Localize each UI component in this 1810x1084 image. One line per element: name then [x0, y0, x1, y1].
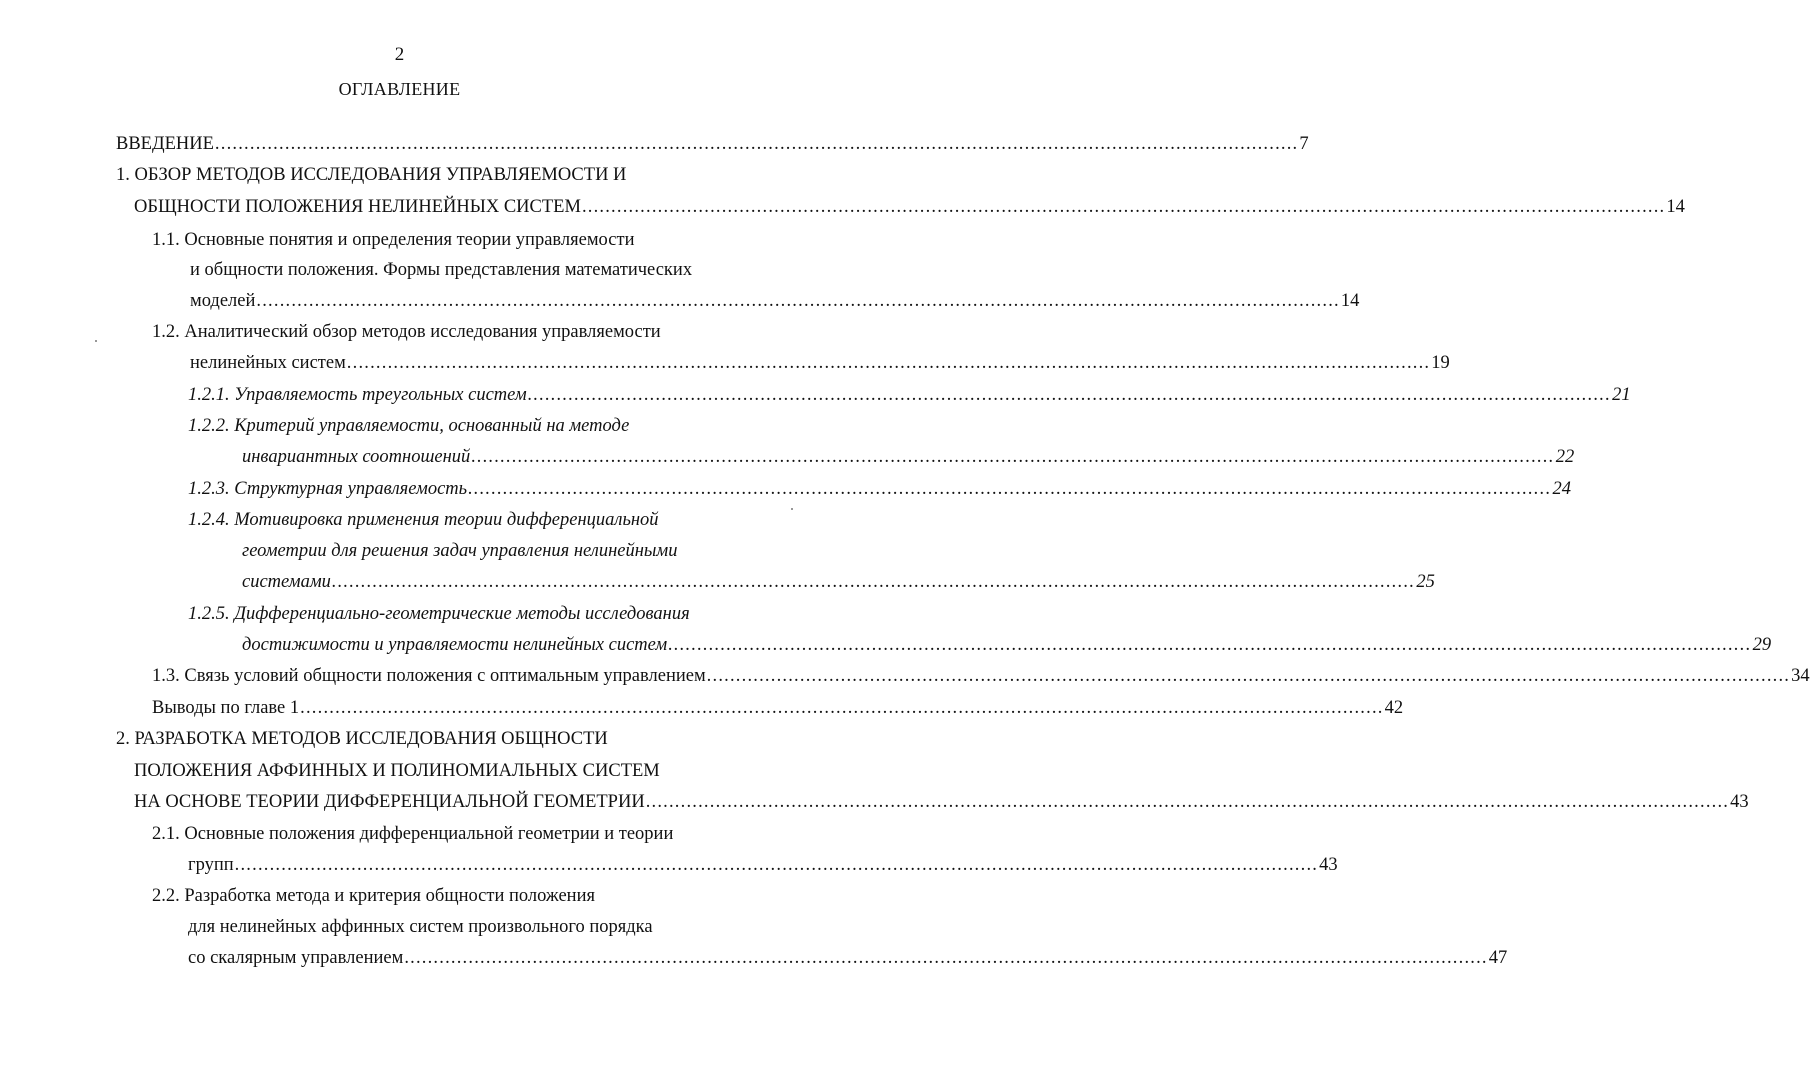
scan-speck	[791, 508, 793, 510]
toc-leader-dots: ..........................................................................................................................................................................................	[256, 291, 1340, 311]
toc-section-1-1-line-2: и общности положения. Формы представления математических	[190, 260, 693, 280]
toc-subsection-1-2-2	[242, 445, 1575, 469]
toc-subsection-1-2-4	[242, 570, 1435, 594]
toc-leader-dots: ..........................................................................................................................................................................................	[300, 698, 1384, 718]
toc-leader-dots: ..........................................................................................................................................................................................	[581, 197, 1666, 217]
toc-leader-dots: ..........................................................................................................................................................................................	[404, 948, 1488, 968]
scan-speck	[95, 340, 97, 342]
toc-chapter-1-conclusions	[152, 696, 1404, 720]
toc-leader-dots: ..........................................................................................................................................................................................	[214, 134, 1299, 154]
toc-entry-text: групп	[188, 855, 234, 875]
toc-subsection-1-2-3	[188, 477, 1572, 501]
toc-entry-page: 22	[1555, 447, 1575, 467]
toc-section-1-2	[190, 351, 1450, 375]
toc-entry-page: 34	[1791, 666, 1810, 686]
toc-leader-dots: ..........................................................................................................................................................................................	[346, 353, 1431, 373]
toc-entry-text: моделей	[190, 291, 256, 311]
toc-entry-text: инвариантных соотношений	[242, 447, 471, 467]
toc-leader-dots: ..........................................................................................................................................................................................	[706, 666, 1791, 686]
toc-entry-page: 21	[1612, 385, 1631, 405]
toc-chapter-1	[134, 195, 1685, 219]
toc-section-1-3	[152, 664, 1810, 688]
toc-subsection-1-2-5	[242, 633, 1772, 657]
toc-section-1-2-line-1: 1.2. Аналитический обзор методов исследования управляемости	[152, 322, 661, 342]
toc-entry-text: достижимости и управляемости нелинейных систем	[242, 635, 668, 655]
toc-entry-text: со скалярным управлением	[188, 948, 404, 968]
toc-entry-text: 1.2.1. Управляемость треугольных систем	[188, 385, 527, 405]
toc-section-2-1-line-1: 2.1. Основные положения дифференциальной геометрии и теории	[152, 824, 674, 844]
toc-section-1-1	[190, 289, 1360, 313]
toc-subsection-1-2-4-line-1: 1.2.4. Мотивировка применения теории дифференциальной	[188, 510, 659, 530]
toc-subsection-1-2-4-line-2: геометрии для решения задач управления нелинейными	[242, 541, 678, 561]
toc-chapter-2-line-2: ПОЛОЖЕНИЯ АФФИННЫХ И ПОЛИНОМИАЛЬНЫХ СИСТЕМ	[134, 761, 660, 781]
toc-entry-page: 24	[1552, 479, 1572, 499]
toc-entry-page: 25	[1416, 572, 1435, 592]
toc-section-1-1-line-1: 1.1. Основные понятия и определения теории управляемости	[152, 230, 635, 250]
toc-entry-text: НА ОСНОВЕ ТЕОРИИ ДИФФЕРЕНЦИАЛЬНОЙ ГЕОМЕТРИИ	[134, 792, 645, 812]
toc-entry-page: 14	[1666, 197, 1685, 217]
toc-entry-page: 42	[1384, 698, 1404, 718]
toc-entry-page: 19	[1431, 353, 1450, 373]
toc-entry-text: системами	[242, 572, 331, 592]
toc-chapter-2	[134, 790, 1749, 814]
toc-entry-page: 47	[1488, 948, 1508, 968]
toc-entry-text: ОБЩНОСТИ ПОЛОЖЕНИЯ НЕЛИНЕЙНЫХ СИСТЕМ	[134, 197, 581, 217]
toc-leader-dots: ..........................................................................................................................................................................................	[234, 855, 1319, 875]
toc-leader-dots: ..........................................................................................................................................................................................	[668, 635, 1752, 655]
toc-leader-dots: ..........................................................................................................................................................................................	[471, 447, 1555, 467]
toc-subsection-1-2-5-line-1: 1.2.5. Дифференциально-геометрические методы исследования	[188, 604, 690, 624]
toc-leader-dots: ..........................................................................................................................................................................................	[331, 572, 1416, 592]
toc-leader-dots: ..........................................................................................................................................................................................	[468, 479, 1552, 499]
page-title: ОГЛАВЛЕНИЕ	[338, 79, 461, 99]
toc-section-2-2-line-1: 2.2. Разработка метода и критерия общности положения	[152, 886, 595, 906]
toc-section-2-2	[188, 946, 1508, 970]
toc-entry-page: 29	[1752, 635, 1772, 655]
toc-entry-introduction	[116, 132, 1309, 156]
toc-entry-text: ВВЕДЕНИЕ	[116, 134, 214, 154]
toc-leader-dots: ..........................................................................................................................................................................................	[527, 385, 1612, 405]
toc-chapter-1-line-1: 1. ОБЗОР МЕТОДОВ ИССЛЕДОВАНИЯ УПРАВЛЯЕМОСТИ И	[116, 165, 627, 185]
toc-chapter-2-line-1: 2. РАЗРАБОТКА МЕТОДОВ ИССЛЕДОВАНИЯ ОБЩНОСТИ	[116, 729, 608, 749]
toc-entry-page: 14	[1340, 291, 1360, 311]
toc-entry-text: нелинейных систем	[190, 353, 346, 373]
toc-entry-text: 1.3. Связь условий общности положения с оптимальным управлением	[152, 666, 706, 686]
page-number: 2	[394, 44, 405, 65]
toc-section-2-2-line-2: для нелинейных аффинных систем произвольного порядка	[188, 917, 653, 937]
toc-subsection-1-2-1	[188, 383, 1631, 407]
toc-subsection-1-2-2-line-1: 1.2.2. Критерий управляемости, основанный на методе	[188, 416, 630, 436]
toc-entry-page: 7	[1299, 134, 1309, 154]
toc-entry-page: 43	[1730, 792, 1749, 812]
toc-entry-page: 43	[1319, 855, 1338, 875]
toc-entry-text: Выводы по главе 1	[152, 698, 300, 718]
toc-entry-text: 1.2.3. Структурная управляемость	[188, 479, 468, 499]
toc-section-2-1	[188, 853, 1338, 877]
toc-leader-dots: ..........................................................................................................................................................................................	[645, 792, 1730, 812]
